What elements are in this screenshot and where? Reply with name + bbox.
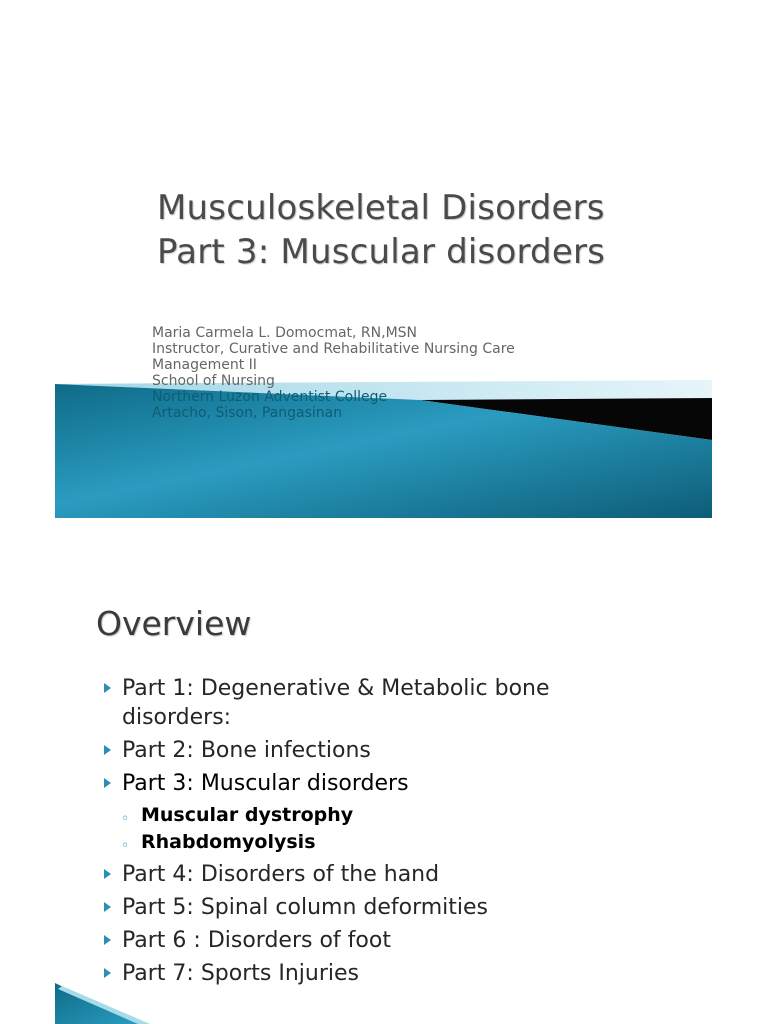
author-name: Maria Carmela L. Domocmat, RN,MSN [152, 325, 418, 341]
list-item-label: Part 1: Degenerative & Metabolic bone disorders: [122, 676, 550, 730]
slide-title [157, 186, 717, 274]
author-position: Instructor, Curative and Rehabilitative Nursing Care Management II [152, 341, 515, 373]
ring-bullet-icon: ◦ [121, 838, 130, 854]
list-item-label: Part 4: Disorders of the hand [122, 862, 440, 887]
sub-item-label: Muscular dystrophy [141, 804, 354, 826]
ring-bullet-icon: ◦ [121, 811, 130, 827]
title-line-2: Part 3: Muscular disorders [157, 232, 606, 272]
list-item-label: Part 3: Muscular disorders [122, 771, 409, 796]
decorative-bottom-band [0, 556, 768, 1024]
overview-heading: Overview [96, 604, 252, 643]
list-item-label: Part 6 : Disorders of foot [122, 928, 391, 953]
author-address: Artacho, Sison, Pangasinan [152, 405, 343, 421]
overview-slide [0, 556, 768, 1024]
author-school: School of Nursing [152, 373, 275, 389]
title-line-1: Musculoskeletal Disorders [157, 188, 605, 228]
list-item-label: Part 5: Spinal column deformities [122, 895, 489, 920]
list-item-label: Part 7: Sports Injuries [122, 961, 359, 986]
list-item-label: Part 2: Bone infections [122, 738, 371, 763]
author-college: Northern Luzon Adventist College [152, 389, 388, 405]
author-info [152, 325, 592, 421]
sub-item-label: Rhabdomyolysis [141, 831, 316, 853]
